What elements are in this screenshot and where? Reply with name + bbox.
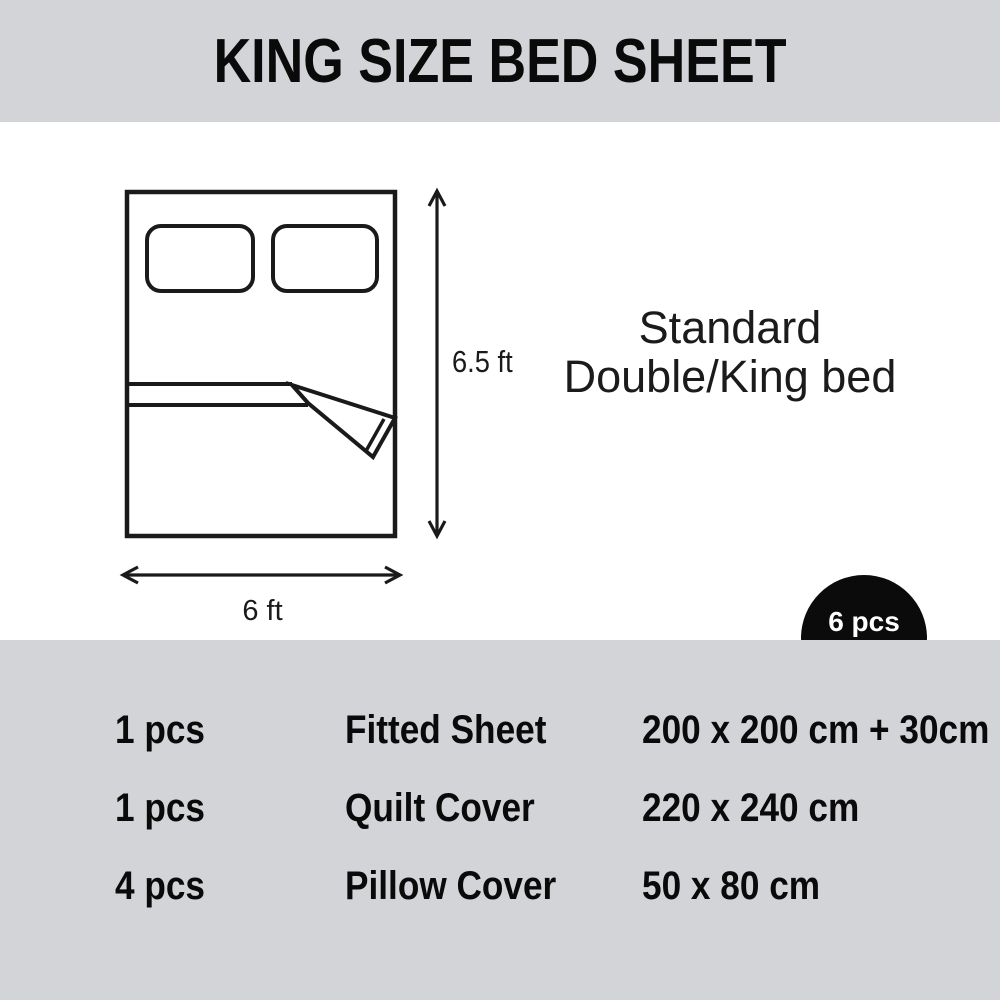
row-size: 200 x 200 cm + 30cm xyxy=(642,708,990,752)
table-row xyxy=(0,710,1000,760)
row-quantity: 1 pcs xyxy=(115,786,206,830)
badge-line-1: 6 pcs xyxy=(828,606,900,637)
bed-type-caption xyxy=(535,303,925,401)
caption-line-1: Standard xyxy=(638,302,822,353)
width-arrow-icon xyxy=(123,567,400,583)
row-size: 220 x 240 cm xyxy=(642,786,860,830)
row-quantity: 4 pcs xyxy=(115,864,206,908)
row-quantity: 1 pcs xyxy=(115,708,206,752)
bed-diagram xyxy=(100,165,520,640)
pillow-left xyxy=(147,226,253,291)
height-dimension-label: 6.5 ft xyxy=(452,344,513,379)
row-item: Quilt Cover xyxy=(345,786,535,830)
table-row xyxy=(0,788,1000,838)
page-title: KING SIZE BED SHEET xyxy=(213,26,787,96)
row-item: Fitted Sheet xyxy=(345,708,547,752)
row-size: 50 x 80 cm xyxy=(642,864,821,908)
row-item: Pillow Cover xyxy=(345,864,557,908)
header-band xyxy=(0,0,1000,122)
pillow-right xyxy=(273,226,377,291)
height-arrow-icon xyxy=(429,191,445,536)
width-dimension-label: 6 ft xyxy=(242,595,283,627)
table-row xyxy=(0,866,1000,916)
caption-line-2: Double/King bed xyxy=(563,351,897,402)
